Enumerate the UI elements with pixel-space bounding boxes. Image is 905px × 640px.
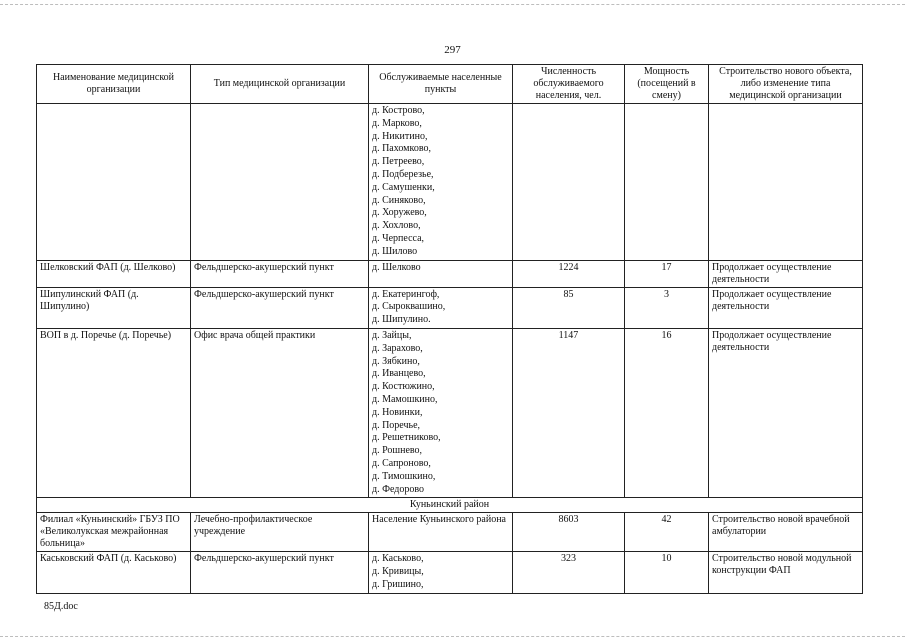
header-construction: Строительство нового объекта, либо изменение типа медицинской организации: [709, 65, 863, 104]
header-population: Численность обслуживаемого населения, чел.: [513, 65, 625, 104]
cell-organization-name: [37, 104, 191, 261]
table-row: [37, 104, 863, 261]
settlement-item: д. Шелково: [372, 261, 421, 273]
settlement-item: д. Новинки,: [372, 406, 423, 418]
cell-capacity: 16: [625, 328, 709, 497]
settlement-item: д. Сапроново,: [372, 457, 431, 469]
header-name: Наименование медицинской организации: [37, 65, 191, 104]
settlement-item: д. Кострово,: [372, 105, 425, 116]
settlement-item: д. Гришино,: [372, 578, 424, 590]
file-name-footer: 85Д.doc: [44, 601, 78, 612]
cell-organization-name: Шипулинский ФАП (д. Шипулино): [37, 287, 191, 328]
cell-settlements: [369, 513, 513, 552]
cell-population: 323: [513, 552, 625, 593]
header-type: Тип медицинской организации: [191, 65, 369, 104]
table-row: [37, 552, 863, 593]
cell-organization-type: Фельдшерско-акушерский пункт: [191, 260, 369, 287]
table-header-row: [37, 65, 863, 104]
settlement-item: д. Кривицы,: [372, 566, 424, 578]
settlement-item: д. Пахомково,: [372, 143, 432, 155]
settlement-item: д. Черпесса,: [372, 232, 425, 244]
cell-construction: Строительство новой врачебной амбулатории: [709, 513, 863, 552]
settlement-item: д. Екатерингоф,: [372, 288, 440, 300]
cell-population: 85: [513, 287, 625, 328]
scan-edge-top: [0, 4, 905, 5]
district-body: [37, 498, 863, 593]
settlement-item: д. Решетниково,: [372, 432, 441, 444]
cell-capacity: 42: [625, 513, 709, 552]
cell-construction: Продолжает осуществление деятельности: [709, 328, 863, 497]
cell-organization-name: Филиал «Куньинский» ГБУЗ ПО «Великолукская межрайонная больница»: [37, 513, 191, 552]
settlement-item: д. Марково,: [372, 117, 422, 129]
page-number: 297: [444, 44, 461, 56]
cell-construction: Строительство новой модульной конструкции ФАП: [709, 552, 863, 593]
cell-construction: Продолжает осуществление деятельности: [709, 260, 863, 287]
settlement-item: д. Сыроквашино,: [372, 301, 446, 313]
cell-construction: Продолжает осуществление деятельности: [709, 287, 863, 328]
cell-settlements: [369, 287, 513, 328]
district-name: Куньинский район: [37, 498, 863, 513]
settlement-item: д. Петреево,: [372, 156, 425, 168]
cell-settlements: [369, 104, 513, 261]
settlement-item: д. Федорово: [372, 483, 425, 495]
cell-organization-type: [191, 104, 369, 261]
settlement-item: д. Тимошкино,: [372, 470, 436, 482]
settlement-item: д. Шипулино.: [372, 314, 431, 326]
settlement-item: д. Поречье,: [372, 419, 421, 431]
cell-construction: [709, 104, 863, 261]
settlement-item: д. Хоружево,: [372, 207, 427, 219]
table-row: [37, 328, 863, 497]
cell-settlements: [369, 328, 513, 497]
settlement-item: д. Подберезье,: [372, 168, 434, 180]
table-row: [37, 260, 863, 287]
settlement-item: Население Куньинского района: [372, 514, 506, 526]
settlement-item: д. Мамошкино,: [372, 393, 438, 405]
cell-population: 1147: [513, 328, 625, 497]
settlement-item: д. Каськово,: [372, 553, 424, 565]
cell-capacity: 10: [625, 552, 709, 593]
header-capacity: Мощность (посещений в смену): [625, 65, 709, 104]
settlement-item: д. Синяково,: [372, 194, 426, 206]
cell-organization-type: Фельдшерско-акушерский пункт: [191, 552, 369, 593]
settlement-item: д. Зайцы,: [372, 329, 412, 341]
settlement-item: д. Шилово: [372, 245, 418, 257]
cell-organization-type: Фельдшерско-акушерский пункт: [191, 287, 369, 328]
settlement-item: д. Хохлово,: [372, 220, 421, 232]
cell-capacity: 17: [625, 260, 709, 287]
cell-organization-name: Каськовский ФАП (д. Каськово): [37, 552, 191, 593]
cell-capacity: [625, 104, 709, 261]
scan-edge-bottom: [0, 636, 905, 637]
settlement-item: д. Никитино,: [372, 130, 428, 142]
cell-organization-type: Лечебно-профилактическое учреждение: [191, 513, 369, 552]
cell-population: 1224: [513, 260, 625, 287]
settlement-item: д. Зарахово,: [372, 342, 423, 354]
medical-organizations-table: [36, 64, 863, 594]
cell-settlements: [369, 260, 513, 287]
cell-population: [513, 104, 625, 261]
settlement-item: д. Зябкино,: [372, 355, 420, 367]
district-row: [37, 498, 863, 513]
header-settlements: Обслуживаемые населенные пункты: [369, 65, 513, 104]
cell-organization-name: ВОП в д. Поречье (д. Поречье): [37, 328, 191, 497]
table-row: [37, 287, 863, 328]
cell-capacity: 3: [625, 287, 709, 328]
cell-population: 8603: [513, 513, 625, 552]
table-body: [37, 104, 863, 498]
cell-settlements: [369, 552, 513, 593]
settlement-item: д. Костюжино,: [372, 381, 435, 393]
settlement-item: д. Самушенки,: [372, 181, 435, 193]
cell-organization-name: Шелковский ФАП (д. Шелково): [37, 260, 191, 287]
cell-organization-type: Офис врача общей практики: [191, 328, 369, 497]
settlement-item: д. Иванцево,: [372, 368, 426, 380]
table-row: [37, 513, 863, 552]
settlement-item: д. Рошнево,: [372, 445, 423, 457]
